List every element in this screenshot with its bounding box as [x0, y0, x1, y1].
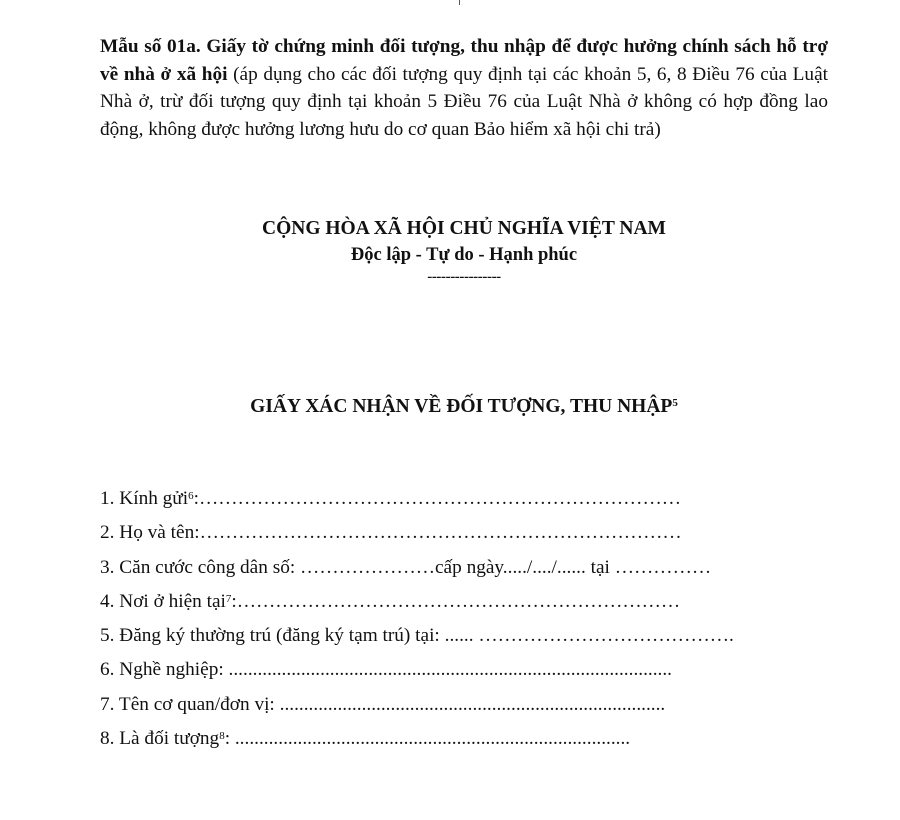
document-title — [0, 393, 900, 420]
footnote-marker-8: 8 — [219, 730, 225, 743]
field-full-name-blank[interactable]: ………………………………………………………………… — [199, 522, 682, 544]
footnote-marker-6: 6 — [188, 490, 194, 502]
field-citizen-id-label: 3. Căn cước công dân số: — [100, 556, 301, 578]
field-registration-blank[interactable]: ...... …………………………………. — [444, 625, 734, 647]
field-residence-blank[interactable]: :…………………………………………………………… — [231, 590, 681, 612]
footnote-marker-7: 7 — [225, 592, 232, 605]
field-subject-type-label: 8. Là đối tượng — [100, 728, 220, 750]
field-full-name[interactable] — [100, 519, 824, 553]
form-fields — [100, 485, 824, 759]
national-title: CỘNG HÒA XÃ HỘI CHỦ NGHĨA VIỆT NAM — [262, 218, 666, 239]
field-organization-blank[interactable]: ................................................................................ — [279, 693, 666, 715]
page-top-mark — [459, 0, 460, 5]
form-intro-paragraph — [100, 33, 828, 143]
field-organization[interactable] — [100, 691, 824, 725]
document-title-text: GIẤY XÁC NHẬN VỀ ĐỐI TƯỢNG, THU NHẬP — [250, 396, 673, 417]
field-recipient-label: 1. Kính gửi — [100, 488, 189, 509]
form-number-title: Mẫu số 01a. Giấy tờ chứng minh đối tượng, thu nhập để được hưởng chính sách hỗ trợ về nhà ở xã hội — [100, 36, 828, 85]
national-motto: Độc lập - Tự do - Hạnh phúc — [350, 245, 578, 265]
field-occupation[interactable] — [100, 656, 824, 690]
field-subject-type[interactable] — [100, 725, 824, 759]
header-divider: ---------------- — [427, 269, 501, 285]
field-occupation-blank[interactable]: ............................................................................................ — [228, 659, 672, 681]
field-residence-label: 4. Nơi ở hiện tại — [100, 590, 226, 612]
form-scope-note: (áp dụng cho các đối tượng quy định tại các khoản 5, 6, 8 Điều 76 của Luật Nhà ở, trừ đối tượng quy định tại khoản 5 Điều 76 của Luật Nhà ở không có hợp đồng lao động, không được hưởng lương hưu do cơ quan Bảo hiểm xã hội chi trả) — [100, 63, 828, 140]
field-organization-label: 7. Tên cơ quan/đơn vị: — [100, 693, 280, 715]
field-recipient[interactable] — [100, 485, 824, 519]
field-citizen-id-blank[interactable]: …………………cấp ngày...../..../...... tại …………… — [300, 556, 712, 578]
footnote-marker-5: 5 — [672, 397, 678, 409]
field-citizen-id[interactable] — [100, 554, 824, 588]
field-registration[interactable] — [100, 622, 824, 656]
field-full-name-label: 2. Họ và tên: — [100, 522, 200, 544]
field-occupation-label: 6. Nghề nghiệp: — [100, 659, 229, 681]
field-registration-label: 5. Đăng ký thường trú (đăng ký tạm trú) tại: — [100, 625, 445, 647]
field-recipient-blank[interactable]: :………………………………………………………………… — [193, 488, 682, 509]
field-subject-type-blank[interactable]: : .................................................................................. — [224, 728, 631, 750]
field-residence[interactable] — [100, 588, 824, 622]
